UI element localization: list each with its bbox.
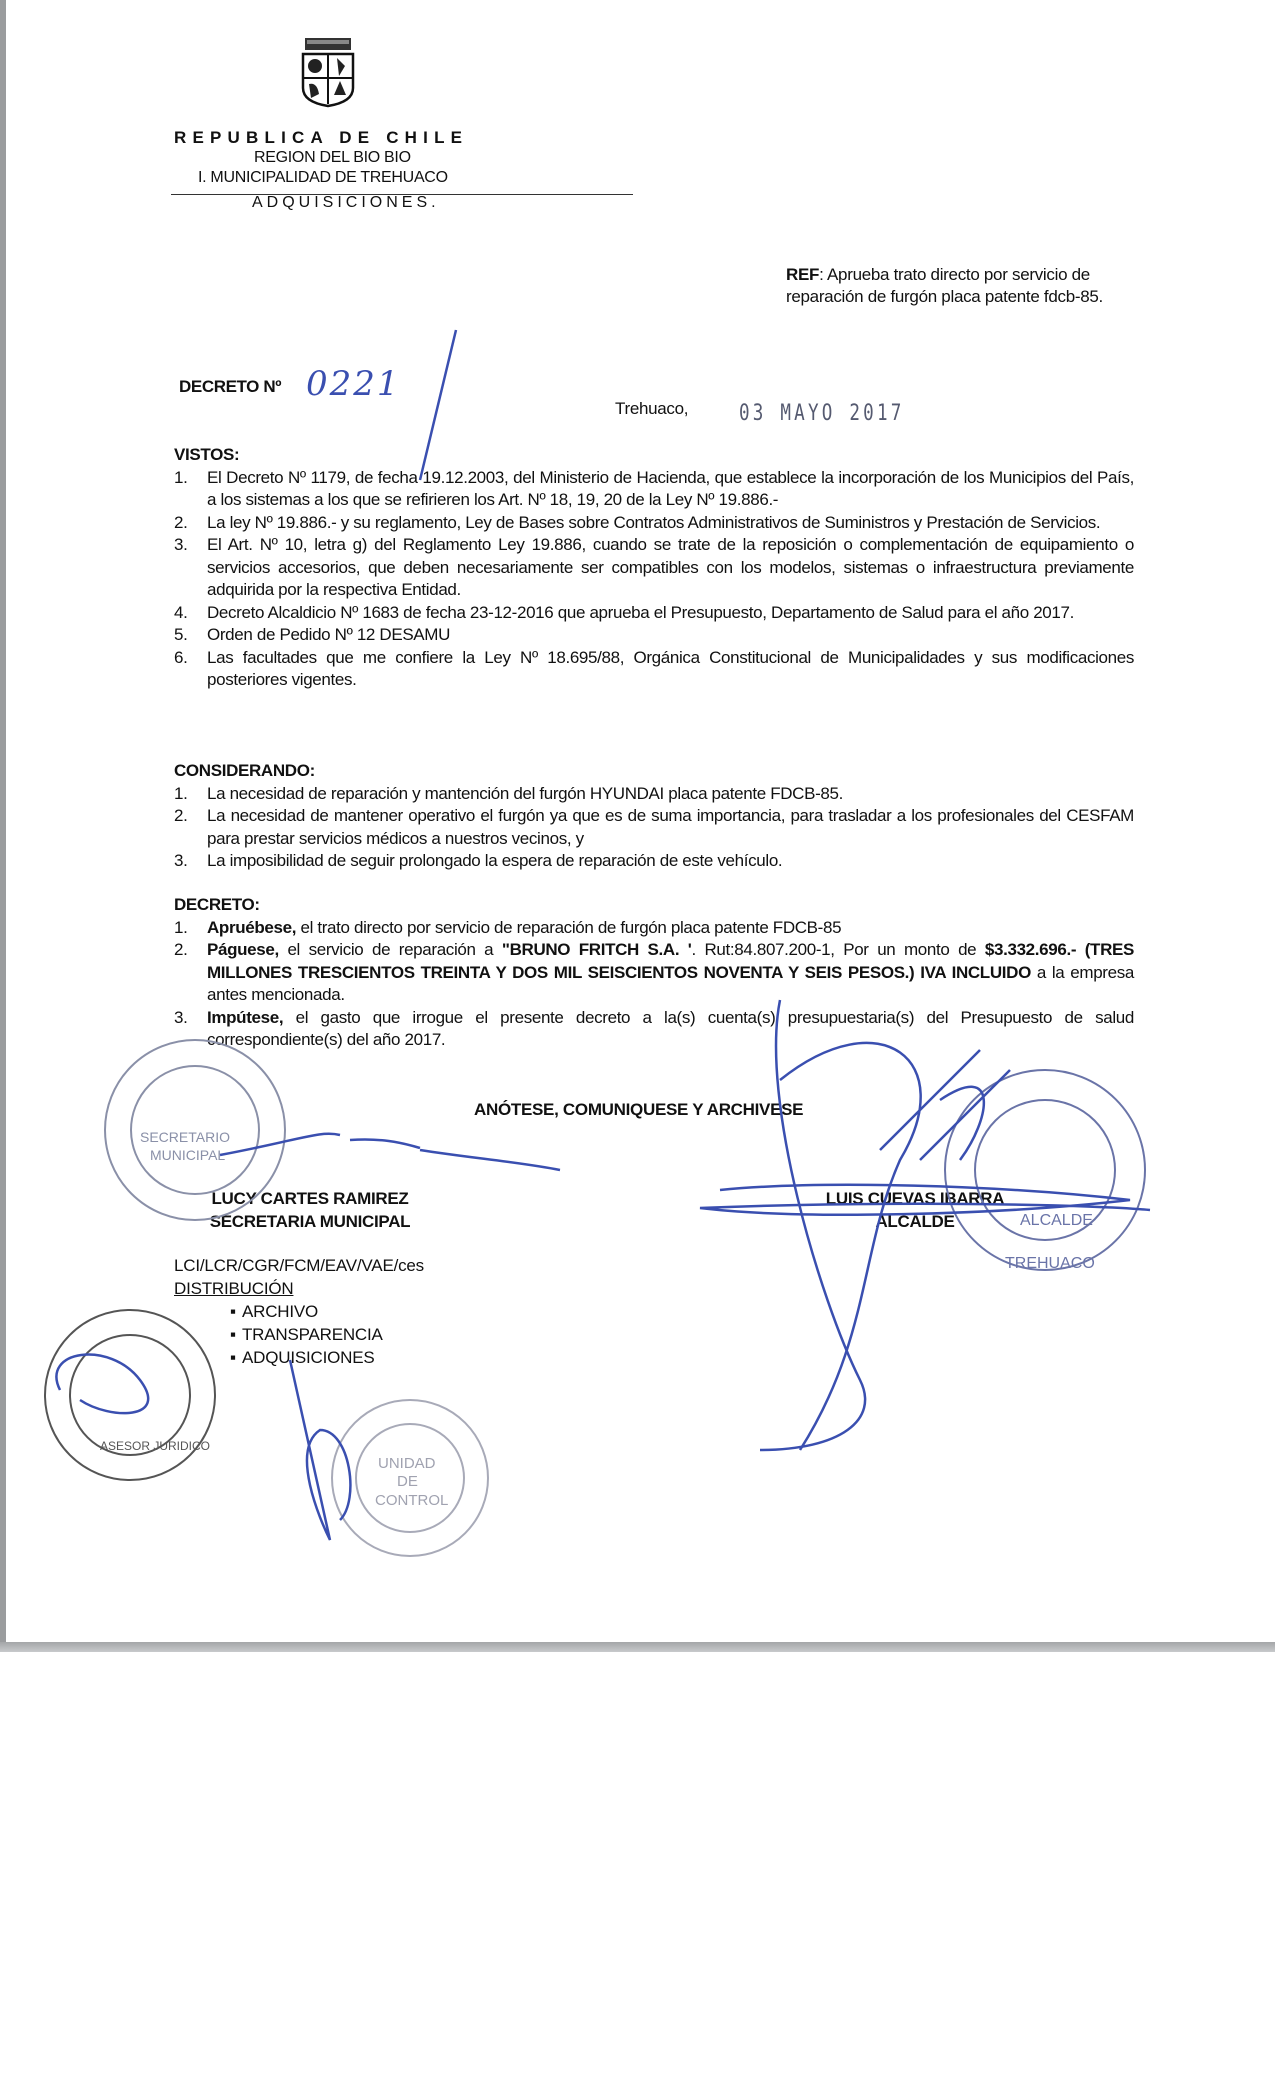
list-item: ▪ ADQUISICIONES bbox=[230, 1348, 375, 1367]
vistos-title: VISTOS: bbox=[174, 445, 240, 464]
closing-formula: ANÓTESE, COMUNIQUESE Y ARCHIVESE bbox=[474, 1100, 804, 1119]
list-item: 1. Apruébese, el trato directo por servicio de reparación de furgón placa patente FDCB-85 bbox=[174, 917, 842, 937]
header-department: ADQUISICIONES. bbox=[252, 194, 440, 211]
list-item: ▪ ARCHIVO bbox=[230, 1302, 319, 1321]
distribution-title: DISTRIBUCIÓN bbox=[174, 1279, 294, 1298]
date-stamp: 03 MAYO 2017 bbox=[739, 401, 905, 426]
vistos-section bbox=[174, 444, 1134, 692]
list-item: 2. La ley Nº 19.886.- y su reglamento, Ley de Bases sobre Contratos Administrativos de Suministros y Prestación de Servicios. bbox=[174, 512, 1101, 532]
mayor-name: LUIS CUEVAS IBARRA bbox=[825, 1189, 1005, 1208]
decree-number-handwritten: 0221 bbox=[306, 364, 401, 404]
initials: LCI/LCR/CGR/FCM/EAV/VAE/ces bbox=[174, 1256, 424, 1275]
svg-text:UNIDAD: UNIDAD bbox=[378, 1455, 436, 1472]
ref-text: : Aprueba trato directo por servicio de reparación de furgón placa patente fdcb-85. bbox=[786, 265, 1103, 306]
list-item: 4. Decreto Alcaldicio Nº 1683 de fecha 23-12-2016 que aprueba el Presupuesto, Departamento de Salud para el año 2017. bbox=[174, 602, 1074, 622]
list-item: 6. Las facultades que me confiere la Ley Nº 18.695/88, Orgánica Constitucional de Municipalidades y sus modificaciones posteriores vigentes. bbox=[174, 647, 1134, 689]
list-item: 3. El Art. Nº 10, letra g) del Reglamento Ley 19.886, cuando se trate de la reposición o complementación de equipamiento o servicios accesorios, que deben necesariamente ser compatibles con los modelos, sistemas o infraestructura previamente adquirida por la respectiva Entidad. bbox=[174, 535, 1134, 599]
decree-number-label: DECRETO Nº bbox=[179, 377, 282, 396]
list-item: 3. La imposibilidad de seguir prolongado la espera de reparación de este vehículo. bbox=[174, 851, 783, 870]
list-item: 1. El Decreto Nº 1179, de fecha 19.12.2003, del Ministerio de Hacienda, que establece la incorporación de los Municipios del País, a los sistemas a los que se refirieren los Art. Nº 18, 19, 20 de la Ley Nº 19.886.- bbox=[174, 467, 1134, 509]
svg-text:MUNICIPAL: MUNICIPAL bbox=[150, 1147, 226, 1163]
svg-text:DE: DE bbox=[397, 1473, 418, 1490]
municipal-crest-logo bbox=[297, 36, 359, 108]
decreto-title: DECRETO: bbox=[174, 895, 260, 914]
mayor-signature-block bbox=[790, 1187, 1040, 1233]
header-municipality: I. MUNICIPALIDAD DE TREHUACO bbox=[198, 169, 448, 186]
list-item: 5. Orden de Pedido Nº 12 DESAMU bbox=[174, 625, 451, 644]
considerando-section bbox=[174, 760, 1134, 873]
list-item: 2. Páguese, el servicio de reparación a "BRUNO FRITCH S.A. '. Rut:84.807.200-1, Por un monto de $3.332.696.- (TRES MILLONES TRESCIENTOS TREINTA Y DOS MIL SEISCIENTOS NOVENTA Y SEIS PESOS.) IVA INCLUIDO a la empresa antes mencionada. bbox=[174, 940, 1134, 1004]
svg-text:SECRETARIO: SECRETARIO bbox=[140, 1129, 230, 1145]
decreto-section bbox=[174, 894, 1134, 1052]
scan-edge bbox=[0, 1642, 1275, 1652]
svg-text:CONTROL: CONTROL bbox=[375, 1492, 449, 1509]
list-item: 1. La necesidad de reparación y mantención del furgón HYUNDAI placa patente FDCB-85. bbox=[174, 783, 843, 803]
svg-text:ASESOR JURIDICO: ASESOR JURIDICO bbox=[100, 1439, 211, 1453]
svg-text:ALCALDE: ALCALDE bbox=[1020, 1212, 1093, 1229]
header-country: REPUBLICA DE CHILE bbox=[174, 128, 469, 147]
secretary-name: LUCY CARTES RAMIREZ bbox=[211, 1189, 409, 1208]
list-item: 3. Impútese, el gasto que irrogue el presente decreto a la(s) cuenta(s) presupuestaria(s) del Presupuesto de salud correspondiente(s) del año 2017. bbox=[174, 1007, 1134, 1049]
place: Trehuaco, bbox=[615, 399, 689, 418]
reference-block bbox=[786, 264, 1156, 308]
secretary-title: SECRETARIA MUNICIPAL bbox=[209, 1212, 411, 1231]
svg-text:TREHUACO: TREHUACO bbox=[1005, 1255, 1095, 1272]
mayor-title: ALCALDE bbox=[875, 1212, 955, 1231]
list-item: 2. La necesidad de mantener operativo el furgón ya que es de suma importancia, para trasladar a los profesionales del CESFAM para prestar servicios médicos a nuestros vecinos, y bbox=[174, 806, 1134, 848]
list-item: ▪ TRANSPARENCIA bbox=[230, 1325, 383, 1344]
header-region: REGION DEL BIO BIO bbox=[254, 149, 411, 166]
considerando-title: CONSIDERANDO: bbox=[174, 761, 315, 780]
ref-label: REF bbox=[786, 265, 820, 284]
distribution-block bbox=[174, 1254, 424, 1369]
secretary-signature-block bbox=[160, 1187, 460, 1233]
